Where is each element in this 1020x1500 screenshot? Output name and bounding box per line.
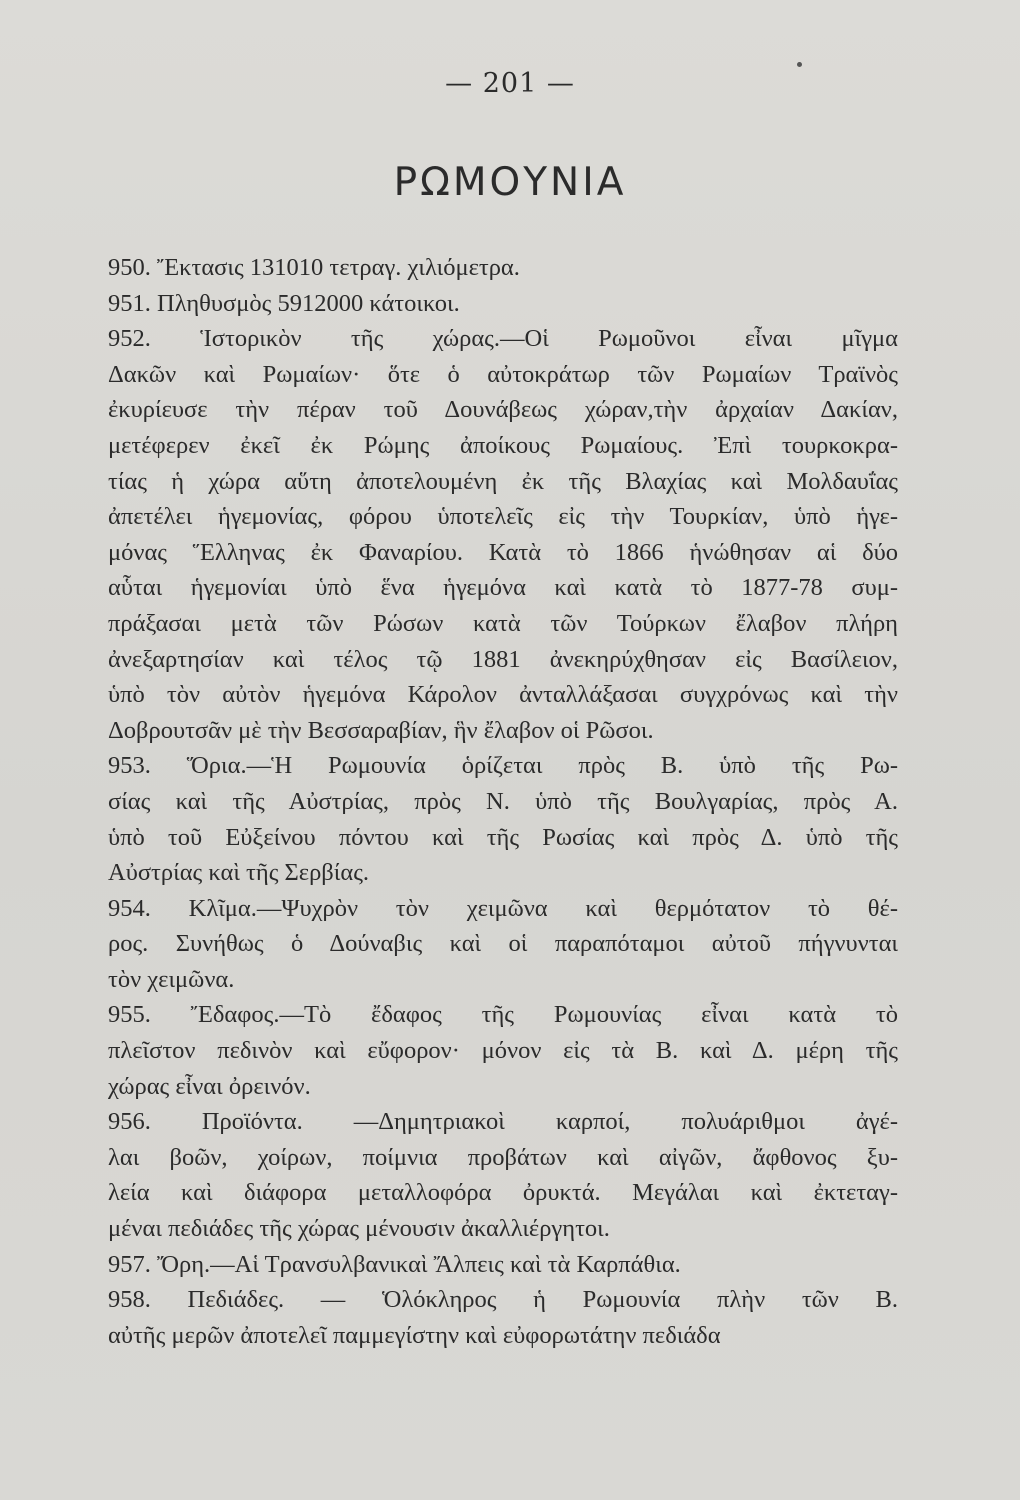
text-line: ἐκυρίευσε τὴν πέραν τοῦ Δουνάβεως χώραν,τὴν ἀρχαίαν Δακίαν, xyxy=(108,396,898,424)
text-line: μέναι πεδιάδες τῆς χώρας μένουσιν ἀκαλλιέργητοι. xyxy=(108,1215,610,1243)
text-line: ὑπὸ τὸν αὐτὸν ἡγεμόνα Κάρολον ἀνταλλάξασαι συγχρόνως καὶ τὴν xyxy=(108,681,898,709)
text-line: Αὐστρίας καὶ τῆς Σερβίας. xyxy=(108,859,370,887)
text-line: 953. Ὅρια.—Ἡ Ρωμουνία ὁρίζεται πρὸς Β. ὑπὸ τῆς Ρω- xyxy=(108,752,898,780)
text-line: σίας καὶ τῆς Αὐστρίας, πρὸς Ν. ὑπὸ τῆς Βουλγαρίας, πρὸς Α. xyxy=(108,787,898,815)
text-line: 957. Ὄρη.—Αἱ Τρανσυλβανικαὶ Ἄλπεις καὶ τὰ Καρπάθια. xyxy=(108,1250,681,1278)
text-line: μετέφερεν ἐκεῖ ἐκ Ρώμης ἀποίκους Ρωμαίους. Ἐπὶ τουρκοκρα- xyxy=(108,431,898,459)
text-line: Δακῶν καὶ Ρωμαίων· ὅτε ὁ αὐτοκράτωρ τῶν Ρωμαίων Τραϊνὸς xyxy=(108,360,898,388)
text-line: 956. Προϊόντα. —Δημητριακοὶ καρποί, πολυάριθμοι ἀγέ- xyxy=(108,1108,898,1136)
text-line: 951. Πληθυσμὸς 5912000 κάτοικοι. xyxy=(108,289,460,317)
text-line: τὸν χειμῶνα. xyxy=(108,965,235,993)
text-line: λεία καὶ διάφορα μεταλλοφόρα ὀρυκτά. Μεγάλαι καὶ ἐκτεταγ- xyxy=(108,1179,898,1207)
text-line: αὗται ἡγεμονίαι ὑπὸ ἕνα ἡγεμόνα καὶ κατὰ τὸ 1877-78 συμ- xyxy=(108,574,898,602)
text-line: 958. Πεδιάδες. — Ὁλόκληρος ἡ Ρωμουνία πλὴν τῶν Β. xyxy=(108,1286,898,1314)
text-line: ρος. Συνήθως ὁ Δούναβις καὶ οἱ παραπόταμοι αὐτοῦ πήγνυνται xyxy=(108,930,898,958)
text-line: μόνας Ἕλληνας ἐκ Φαναρίου. Κατὰ τὸ 1866 ἡνώθησαν αἱ δύο xyxy=(108,538,898,566)
text-line: χώρας εἶναι ὀρεινόν. xyxy=(108,1072,311,1100)
text-line: τίας ἡ χώρα αὕτη ἀποτελουμένη ἐκ τῆς Βλαχίας καὶ Μολδαυΐας xyxy=(108,467,898,495)
text-line: Δοβρουτσᾶν μὲ τὴν Βεσσαραβίαν, ἣν ἔλαβον οἱ Ρῶσοι. xyxy=(108,716,654,744)
text-line: ἀπετέλει ἡγεμονίας, φόρου ὑποτελεῖς εἰς τὴν Τουρκίαν, ὑπὸ ἡγε- xyxy=(108,503,898,531)
text-line: ἀνεξαρτησίαν καὶ τέλος τῷ 1881 ἀνεκηρύχθησαν εἰς Βασίλειον, xyxy=(108,645,898,673)
text-line: 950. Ἔκτασις 131010 τετραγ. χιλιόμετρα. xyxy=(108,254,520,281)
section-title: ΡΩΜΟΥΝΙΑ xyxy=(393,160,627,205)
body-text xyxy=(108,250,898,1353)
text-line: πράξασαι μετὰ τῶν Ρώσων κατὰ τῶν Τούρκων ἔλαβον πλήρη xyxy=(108,609,898,637)
text-line: πλεῖστον πεδινὸν καὶ εὔφορον· μόνον εἰς τὰ Β. καὶ Δ. μέρη τῆς xyxy=(108,1037,898,1065)
text-line: λαι βοῶν, χοίρων, ποίμνια προβάτων καὶ αἰγῶν, ἄφθονος ξυ- xyxy=(108,1143,898,1171)
speck xyxy=(797,62,802,67)
text-line: 954. Κλῖμα.—Ψυχρὸν τὸν χειμῶνα καὶ θερμότατον τὸ θέ- xyxy=(108,894,898,922)
text-line: ὑπὸ τοῦ Εὐξείνου πόντου καὶ τῆς Ρωσίας καὶ πρὸς Δ. ὑπὸ τῆς xyxy=(108,823,898,851)
text-line: 955. Ἔδαφος.—Τὸ ἔδαφος τῆς Ρωμουνίας εἶναι κατὰ τὸ xyxy=(108,1001,898,1029)
text-line: 952. Ἱστορικὸν τῆς χώρας.—Οἱ Ρωμοῦνοι εἶναι μῖγμα xyxy=(108,325,898,353)
page-number: — 201 — xyxy=(445,68,575,99)
text-line: αὐτῆς μερῶν ἀποτελεῖ παμμεγίστην καὶ εὐφορωτάτην πεδιάδα xyxy=(108,1321,721,1349)
